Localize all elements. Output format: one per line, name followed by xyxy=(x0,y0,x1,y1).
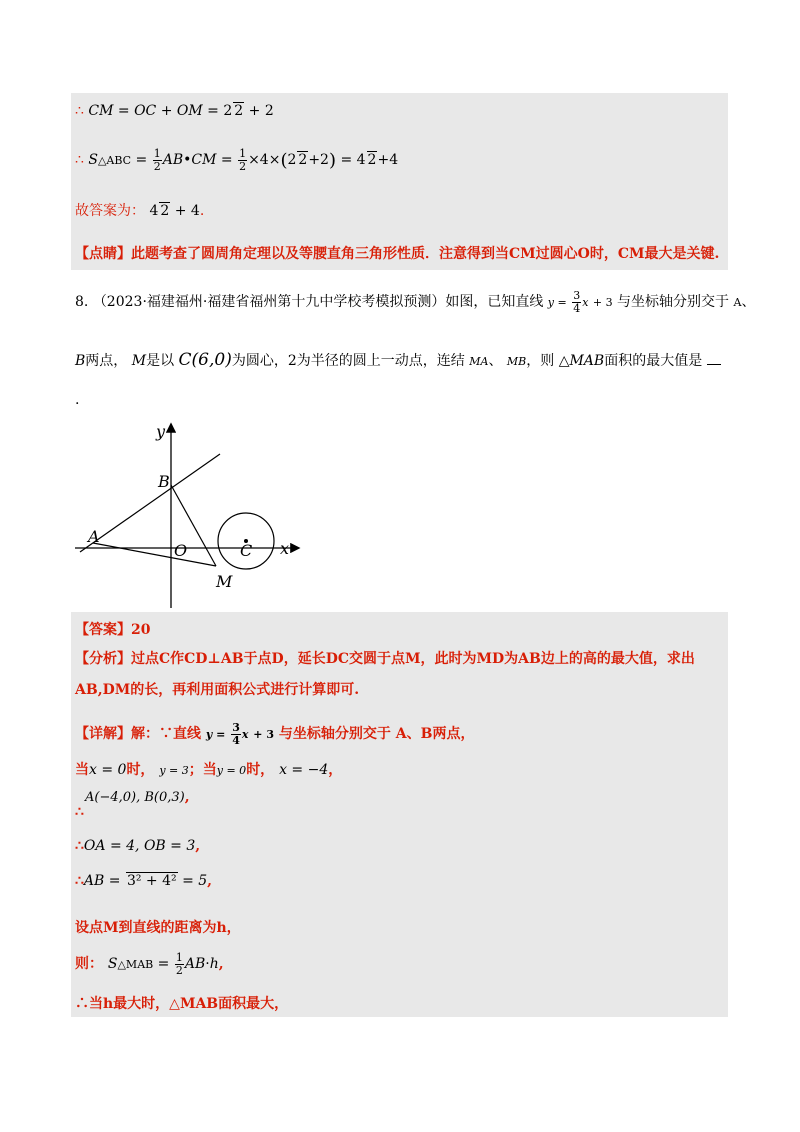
line-ab xyxy=(80,454,220,552)
analysis-line2: AB,DM的长，再利用面积公式进行计算即可. xyxy=(75,682,360,698)
label-a: A xyxy=(88,527,100,546)
problem-8-end: . xyxy=(75,392,80,408)
label-x: x xyxy=(280,539,290,558)
comment-line: 【点睛】此题考查了圆周角定理以及等腰直角三角形性质．注意得到当CM过圆心O时，CM最大是关键. xyxy=(75,246,720,262)
segment-am xyxy=(93,543,216,566)
analysis-line1: 【分析】过点C作CD⊥AB于点D，延长DC交圆于点M，此时为MD为AB边上的高的最大值，求出 xyxy=(75,651,695,667)
problem-8-line1: 8. （2023·福建福州·福建省福州第十九中学校考模拟预测）如图，已知直线 y = $\frac{3}{4}$ x + 3 与坐标轴分别交于 A、 xyxy=(75,289,756,315)
detail-max: ∴当h最大时，△MAB面积最大， xyxy=(75,996,289,1012)
detail-line1: 【详解】解：∵直线 y = $\frac{3}{4}$ x + 3 与坐标轴分别交于 A、B两点， xyxy=(75,721,475,747)
problem-8-line2: B两点， M是以 C(6,0)为圆心，2为半径的圆上一动点，连结 MA、 MB，则 △MAB面积的最大值是 xyxy=(75,350,721,370)
label-m: M xyxy=(216,572,233,591)
detail-coords: A(−4,0), B(0,3), ∴ xyxy=(75,789,190,821)
detail-distance: 设点M到直线的距离为h， xyxy=(75,920,241,936)
detail-area: 则： S△MAB = $\frac{1}{2}$ AB·h, xyxy=(75,951,224,977)
answer-line: 故答案为： 4 2 + 4. xyxy=(75,203,205,219)
coordinate-figure xyxy=(70,415,310,615)
detail-ab: ∴AB = 3² + 4² = 5, xyxy=(75,873,213,889)
label-o: O xyxy=(174,541,188,560)
label-b: B xyxy=(158,472,170,491)
answer: 【答案】20 xyxy=(75,622,151,638)
step-cm: ∴ CM = OC + OM = 2 2 + 2 xyxy=(75,103,274,119)
label-y: y xyxy=(156,422,166,441)
detail-oa-ob: ∴OA = 4, OB = 3, xyxy=(75,838,201,854)
label-c: C xyxy=(240,541,253,560)
detail-line2: 当x = 0时， y = 3；当y = 0时， x = −4， xyxy=(75,762,343,778)
step-area: ∴ S△ABC = $\frac{1}{2}$ AB•CM = $\frac{1}{2}$ ×4×(2 2+2) = 4 2+4 xyxy=(75,147,399,173)
